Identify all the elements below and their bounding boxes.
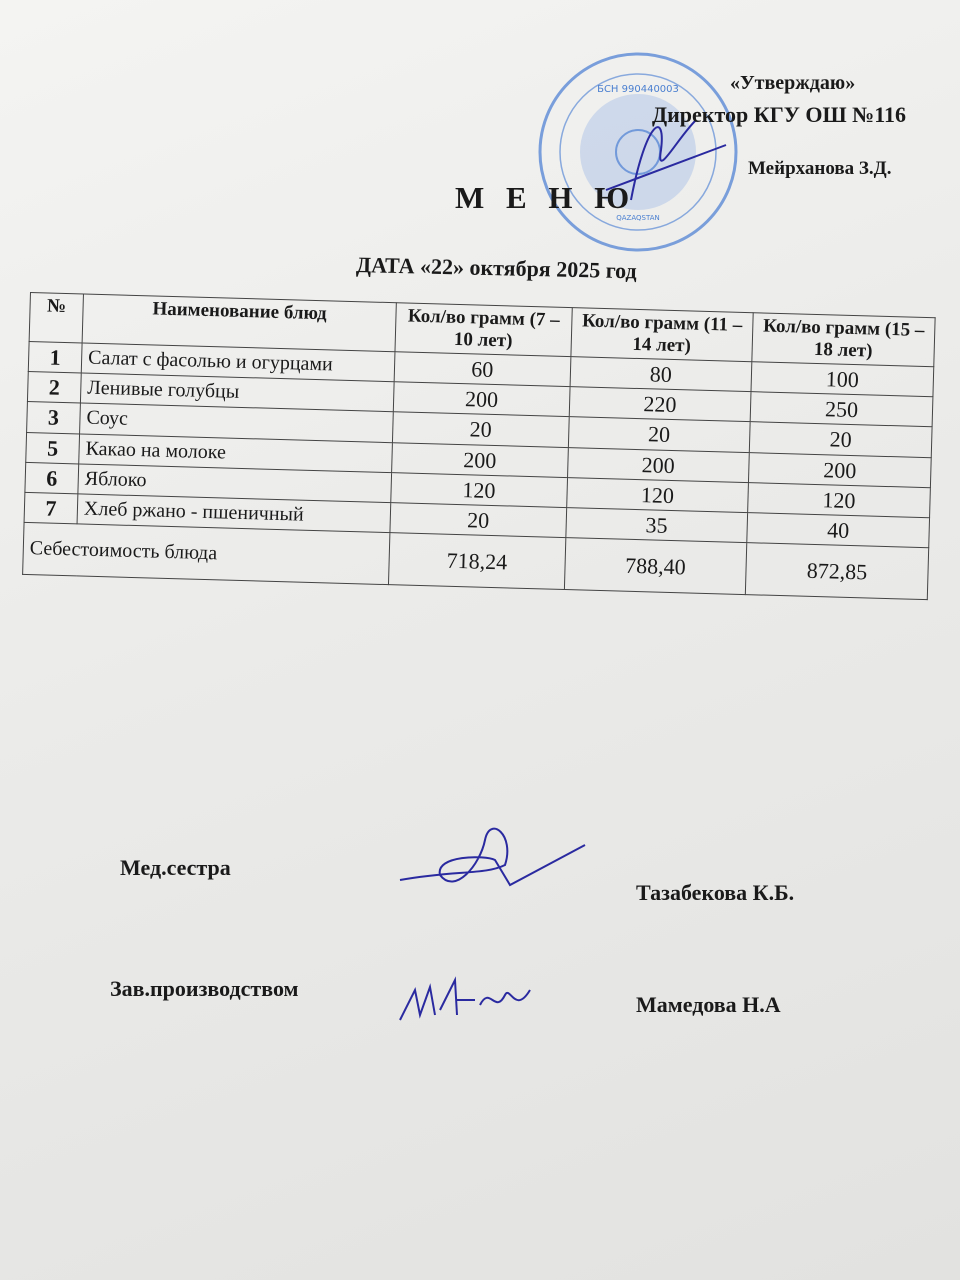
row-number: 5 (26, 432, 80, 464)
header-dish-name: Наименование блюд (82, 294, 396, 351)
row-number: 6 (25, 462, 79, 494)
nurse-signature (395, 815, 595, 895)
header-grams-7-10: Кол/во грамм (7 – 10 лет) (395, 303, 572, 357)
grams-11-14: 20 (568, 417, 750, 452)
dish-name: Ленивые голубцы (80, 373, 394, 412)
cost-7-10: 718,24 (388, 533, 565, 590)
dish-name: Хлеб ржано - пшеничный (77, 494, 391, 533)
grams-7-10: 120 (391, 473, 567, 508)
row-number: 1 (28, 341, 82, 373)
header-grams-15-18: Кол/во грамм (15 – 18 лет) (752, 313, 935, 367)
grams-7-10: 20 (392, 412, 568, 447)
director-title: Директор КГУ ОШ №116 (652, 102, 906, 127)
grams-7-10: 200 (392, 442, 568, 477)
grams-15-18: 20 (749, 422, 932, 457)
grams-11-14: 80 (570, 356, 752, 391)
dish-name: Соус (80, 403, 394, 442)
grams-15-18: 100 (751, 361, 934, 396)
nurse-role: Мед.сестра (120, 855, 231, 880)
grams-11-14: 120 (566, 477, 748, 512)
cost-11-14: 788,40 (564, 538, 747, 595)
menu-table (22, 292, 936, 601)
stamp-country: QAZAQSTAN (616, 214, 660, 222)
cost-15-18: 872,85 (745, 543, 928, 600)
dish-name: Яблоко (78, 464, 392, 503)
production-manager-name: Мамедова Н.А (636, 992, 781, 1017)
grams-7-10: 200 (393, 382, 569, 417)
grams-15-18: 40 (747, 513, 930, 548)
grams-7-10: 20 (390, 503, 566, 538)
approval-label: «Утверждаю» (730, 72, 856, 94)
grams-11-14: 35 (566, 508, 748, 543)
header-number: № (29, 293, 83, 343)
menu-date: ДАТА «22» октября 2025 год (355, 252, 637, 284)
cost-label: Себестоимость блюда (23, 523, 390, 585)
official-stamp (536, 50, 741, 255)
production-manager-role: Зав.производством (110, 976, 299, 1001)
grams-15-18: 200 (748, 452, 931, 487)
grams-15-18: 120 (748, 483, 931, 518)
row-number: 7 (24, 493, 78, 525)
grams-7-10: 60 (394, 351, 570, 386)
grams-15-18: 250 (750, 392, 933, 427)
director-name: Мейрханова З.Д. (748, 158, 892, 179)
stamp-bin: БСН 990440003 (597, 84, 679, 95)
production-manager-signature (395, 975, 545, 1035)
page-title: М Е Н Ю (455, 180, 637, 215)
dish-name: Салат с фасолью и огурцами (81, 343, 395, 382)
nurse-name: Тазабекова К.Б. (636, 880, 795, 905)
grams-11-14: 220 (569, 387, 751, 422)
grams-11-14: 200 (567, 447, 749, 482)
row-number: 2 (27, 371, 81, 403)
row-number: 3 (27, 402, 81, 434)
header-grams-11-14: Кол/во грамм (11 – 14 лет) (571, 308, 754, 362)
dish-name: Какао на молоке (79, 434, 393, 473)
